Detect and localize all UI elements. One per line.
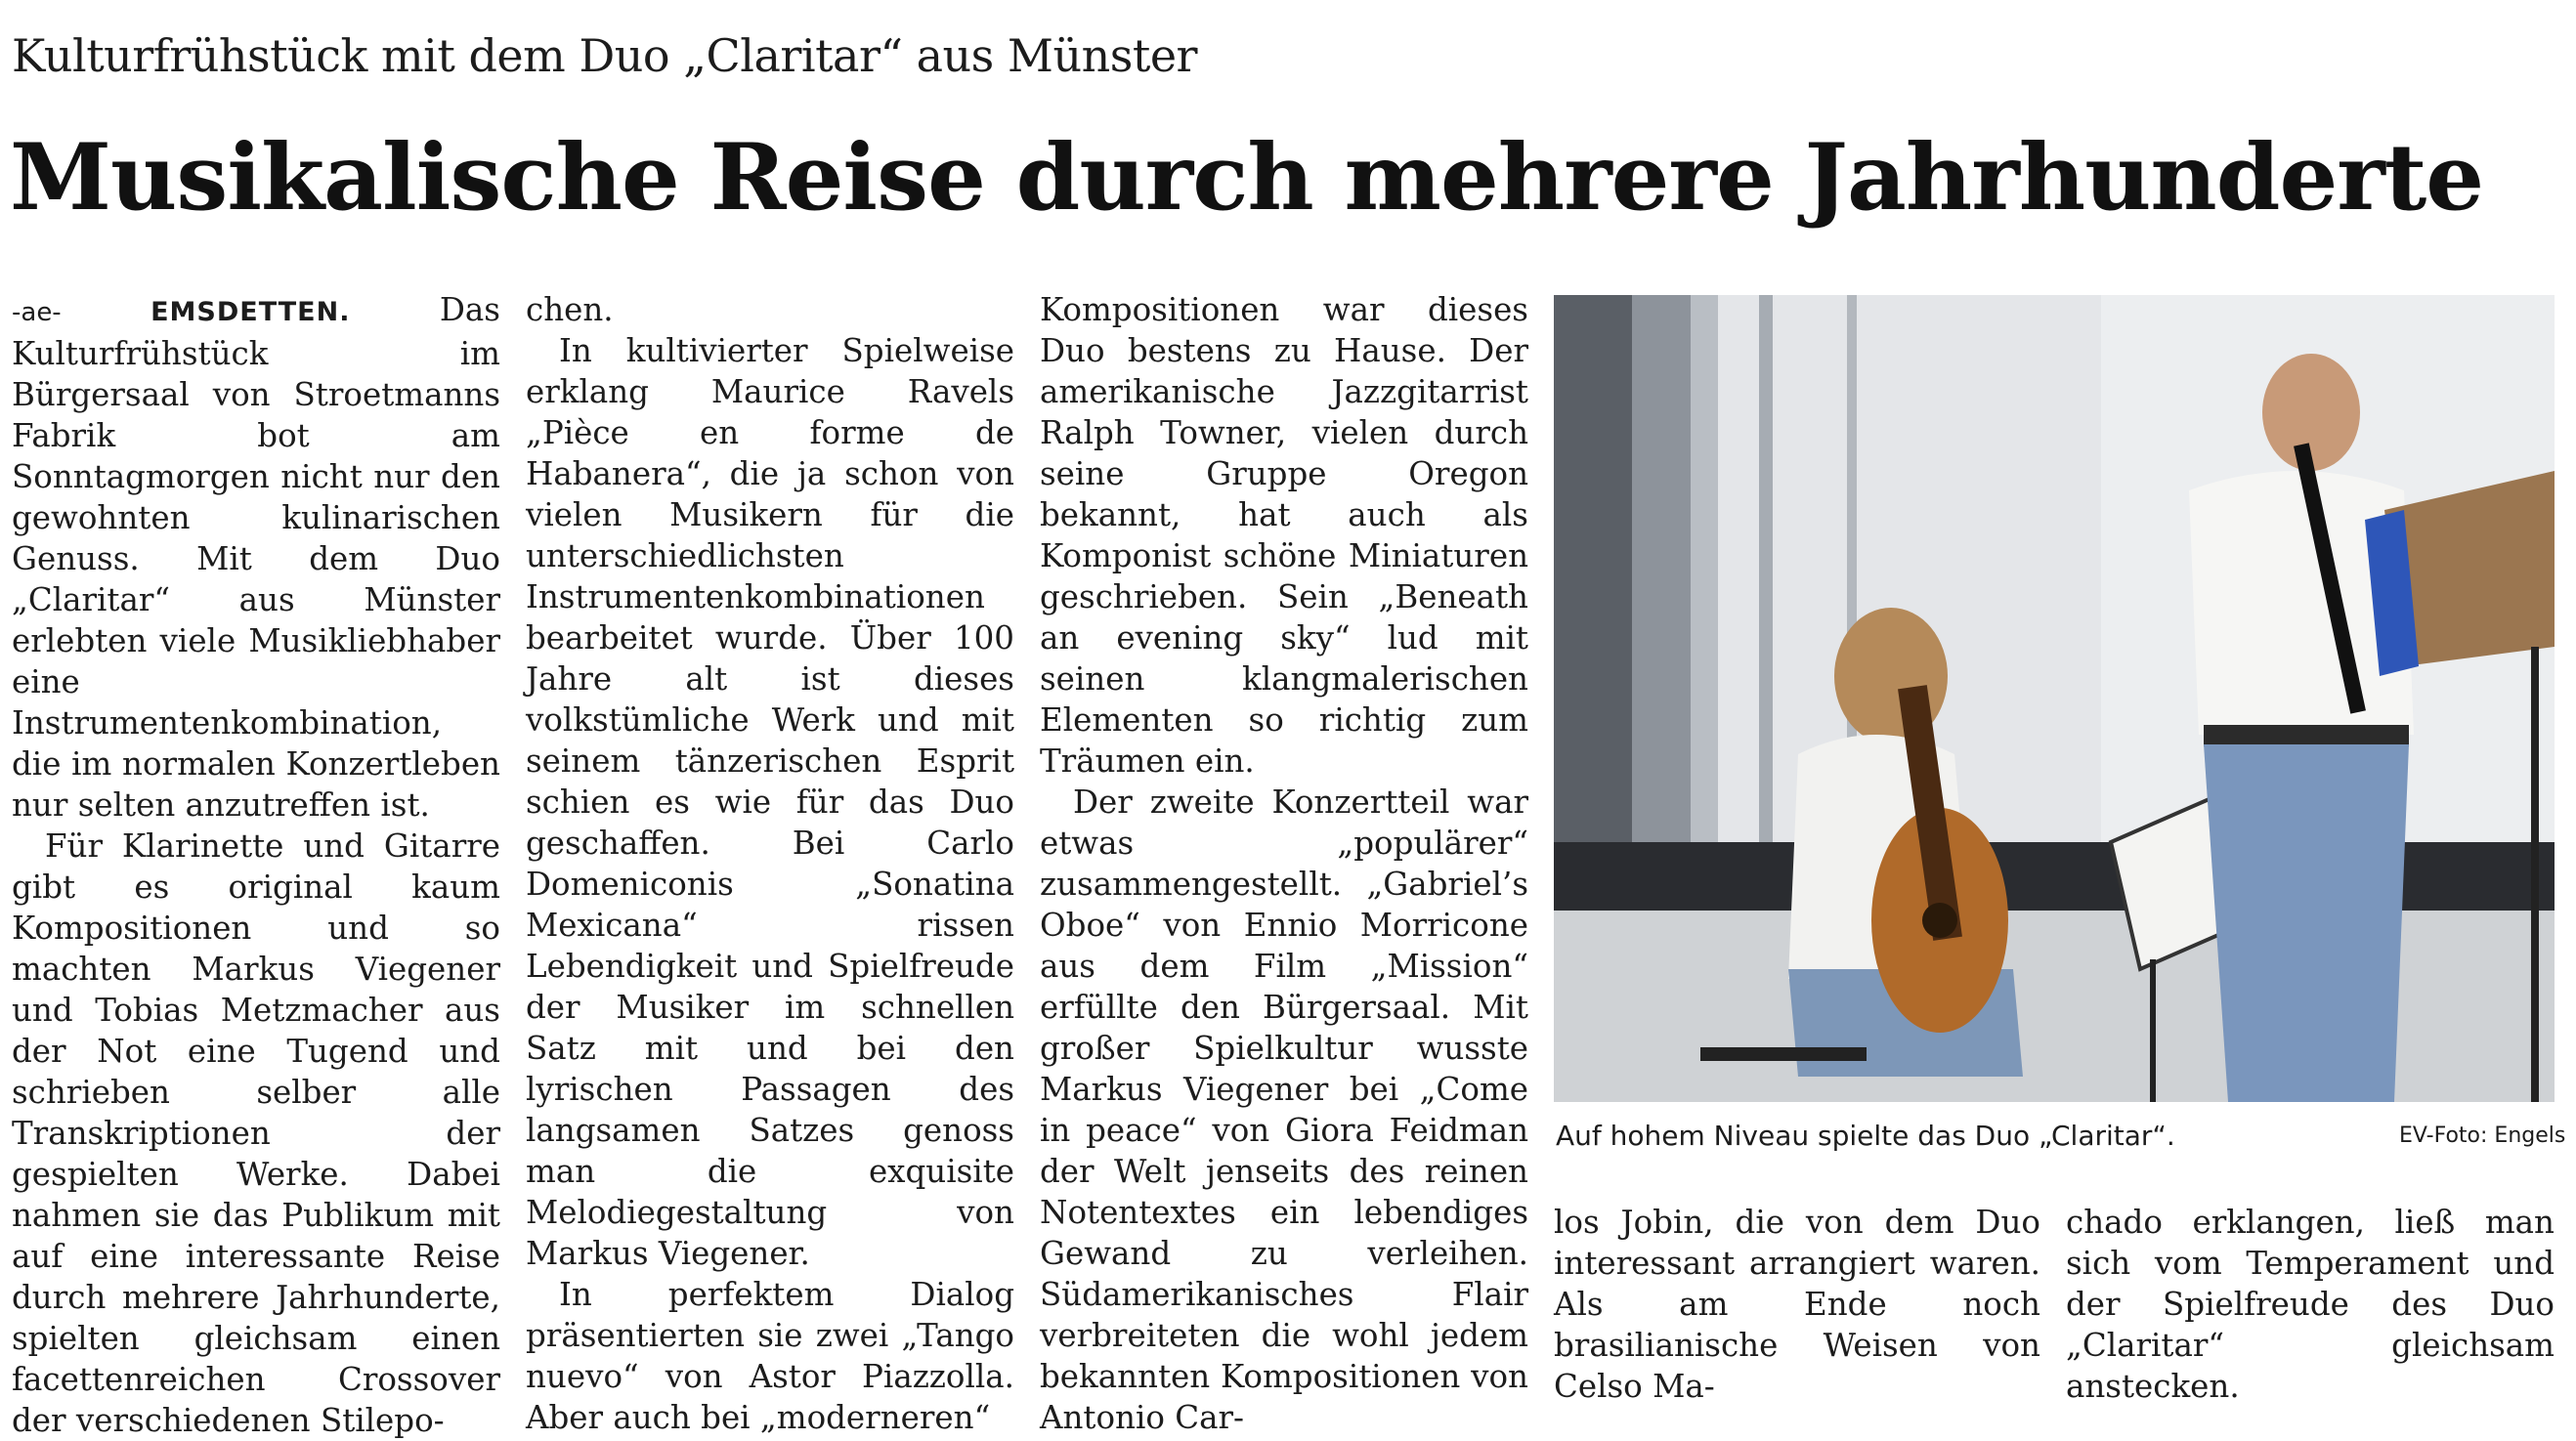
article-column-5 bbox=[2066, 1202, 2555, 1407]
body-paragraph: Für Klarinette und Gitarre gibt es original kaum Kompositionen und so machten Markus Viegener und Tobias Metzmacher aus der Not eine Tugend und schrieben selber alle Transkriptionen der gespielten Werke. Dabei nahmen sie das Publikum mit auf eine interessante Reise durch mehrere Jahrhunderte, spielten gleichsam einen facettenreichen Crossover der verschiedenen Stilepo- bbox=[12, 827, 500, 1439]
body-paragraph: los Jobin, die von dem Duo interessant arrangiert waren. Als am Ende noch brasilianische Weisen von Celso Ma- bbox=[1554, 1204, 2040, 1405]
article-kicker: Kulturfrühstück mit dem Duo „Claritar“ aus Münster bbox=[12, 29, 1198, 82]
lead-paragraph bbox=[12, 289, 500, 826]
photo-credit: EV-Foto: Engels bbox=[2399, 1123, 2566, 1148]
article-column-1 bbox=[12, 289, 500, 1441]
body-paragraph: In perfektem Dialog präsentierten sie zwei „Tango nuevo“ von Astor Piazzolla. Aber auch bei „moderneren“ bbox=[526, 1276, 1014, 1436]
concert-photo bbox=[1554, 295, 2555, 1102]
article-column-3 bbox=[1040, 289, 1528, 1438]
body-paragraph: Der zweite Konzertteil war etwas „populärer“ zusammengestellt. „Gabriel’s Oboe“ von Ennio Morricone aus dem Film „Mission“ erfüllte den Bürgersaal. Mit großer Spielkultur wusste Markus Viegener bei „Come in peace“ von Giora Feidman der Welt jenseits des reinen Notentextes ein lebendiges Gewand zu verleihen. Südamerikanisches Flair verbreiteten die wohl jedem bekannten Kompositionen von Antonio Car- bbox=[1040, 784, 1528, 1436]
article-headline: Musikalische Reise durch mehrere Jahrhunderte bbox=[10, 124, 2484, 232]
article-column-4 bbox=[1554, 1202, 2040, 1407]
article-column-2 bbox=[526, 289, 1014, 1438]
photo-caption: Auf hohem Niveau spielte das Duo „Claritar“. bbox=[1556, 1120, 2175, 1152]
concert-photo-illustration bbox=[1554, 295, 2555, 1102]
body-paragraph: Kompositionen war dieses Duo bestens zu Hause. Der amerikanische Jazzgitarrist Ralph Towner, vielen durch seine Gruppe Oregon bekannt, hat auch als Komponist schöne Miniaturen geschrieben. Sein „Beneath an evening sky“ lud mit seinen klangmalerischen Elementen so richtig zum Träumen ein. bbox=[1040, 291, 1528, 780]
body-paragraph: In kultivierter Spielweise erklang Maurice Ravels „Pièce en forme de Habanera“, die ja schon von vielen Musikern für die unterschiedlichsten Instrumentenkombinationen bearbeitet wurde. Über 100 Jahre alt ist dieses volkstümliche Werk und mit seinem tänzerischen Esprit schien es wie für das Duo geschaffen. Bei Carlo Domeniconis „Sonatina Mexicana“ rissen Lebendigkeit und Spielfreude der Musiker im schnellen Satz mit und bei den lyrischen Passagen des langsamen Satzes genoss man die exquisite Melodiegestaltung von Markus Viegener. bbox=[526, 332, 1014, 1272]
author-byline: -ae- bbox=[12, 298, 62, 327]
body-paragraph: chado erklangen, ließ man sich vom Temperament und der Spielfreude des Duo „Claritar“ gleichsam anstecken. bbox=[2066, 1204, 2555, 1405]
dateline: EMSDETTEN. bbox=[150, 297, 351, 327]
body-paragraph: chen. bbox=[526, 291, 614, 328]
lead-paragraph-text: Das Kulturfrühstück im Bürgersaal von Stroetmanns Fabrik bot am Sonntagmorgen nicht nur den gewohnten kulinarischen Genuss. Mit dem Duo „Claritar“ aus Münster erlebten viele Musikliebhaber eine Instrumentenkombination, die im normalen Konzertleben nur selten anzutreffen ist. bbox=[12, 291, 500, 824]
